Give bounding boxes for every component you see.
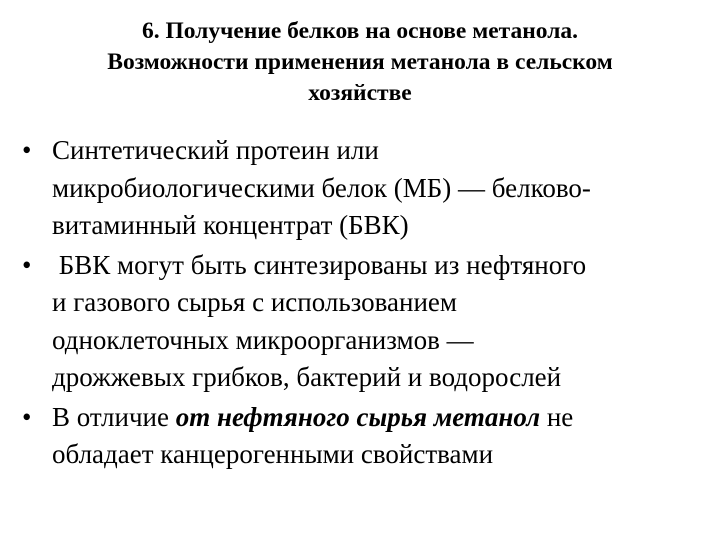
bullet-marker: • [22,135,32,165]
bullet-item-bvk-synthesis [22,247,702,397]
bullet-text-line: витаминный концентрат (БВК) [52,210,409,240]
bullet-text-prefix: В отличие [52,401,176,432]
title-line-3: хозяйстве [308,80,412,106]
bullet-text-line: обладает канцерогенными свойствами [52,439,494,469]
bullet-text-line: микробиологическими белок (МБ) — белково- [52,172,591,203]
bullet-marker: • [22,401,32,432]
title-line-2: Возможности применения метанола в сельском [107,49,613,75]
bullet-text-line: дрожжевых грибков, бактерий и водорослей [52,362,562,392]
bullet-marker: • [22,249,32,280]
bullet-text-line: БВК могут быть синтезированы из нефтяного [52,249,587,280]
bullet-text-suffix: не [540,401,574,432]
slide-title [40,16,680,109]
bullet-text-line: и газового сырья с использованием [52,287,457,317]
title-line-1: 6. Получение белков на основе метанола. [141,18,579,44]
bullet-item-methanol-safety [22,399,702,474]
bullet-text-line: одноклеточных микроорганизмов — [52,324,474,355]
bullet-text-line: Синтетический протеин или [52,135,379,165]
bullet-text-emphasis: от нефтяного сырья метанол [175,401,541,432]
bullet-item-synthetic-protein [22,132,702,245]
bullet-list [22,132,702,476]
bullet-text-line [52,399,702,437]
